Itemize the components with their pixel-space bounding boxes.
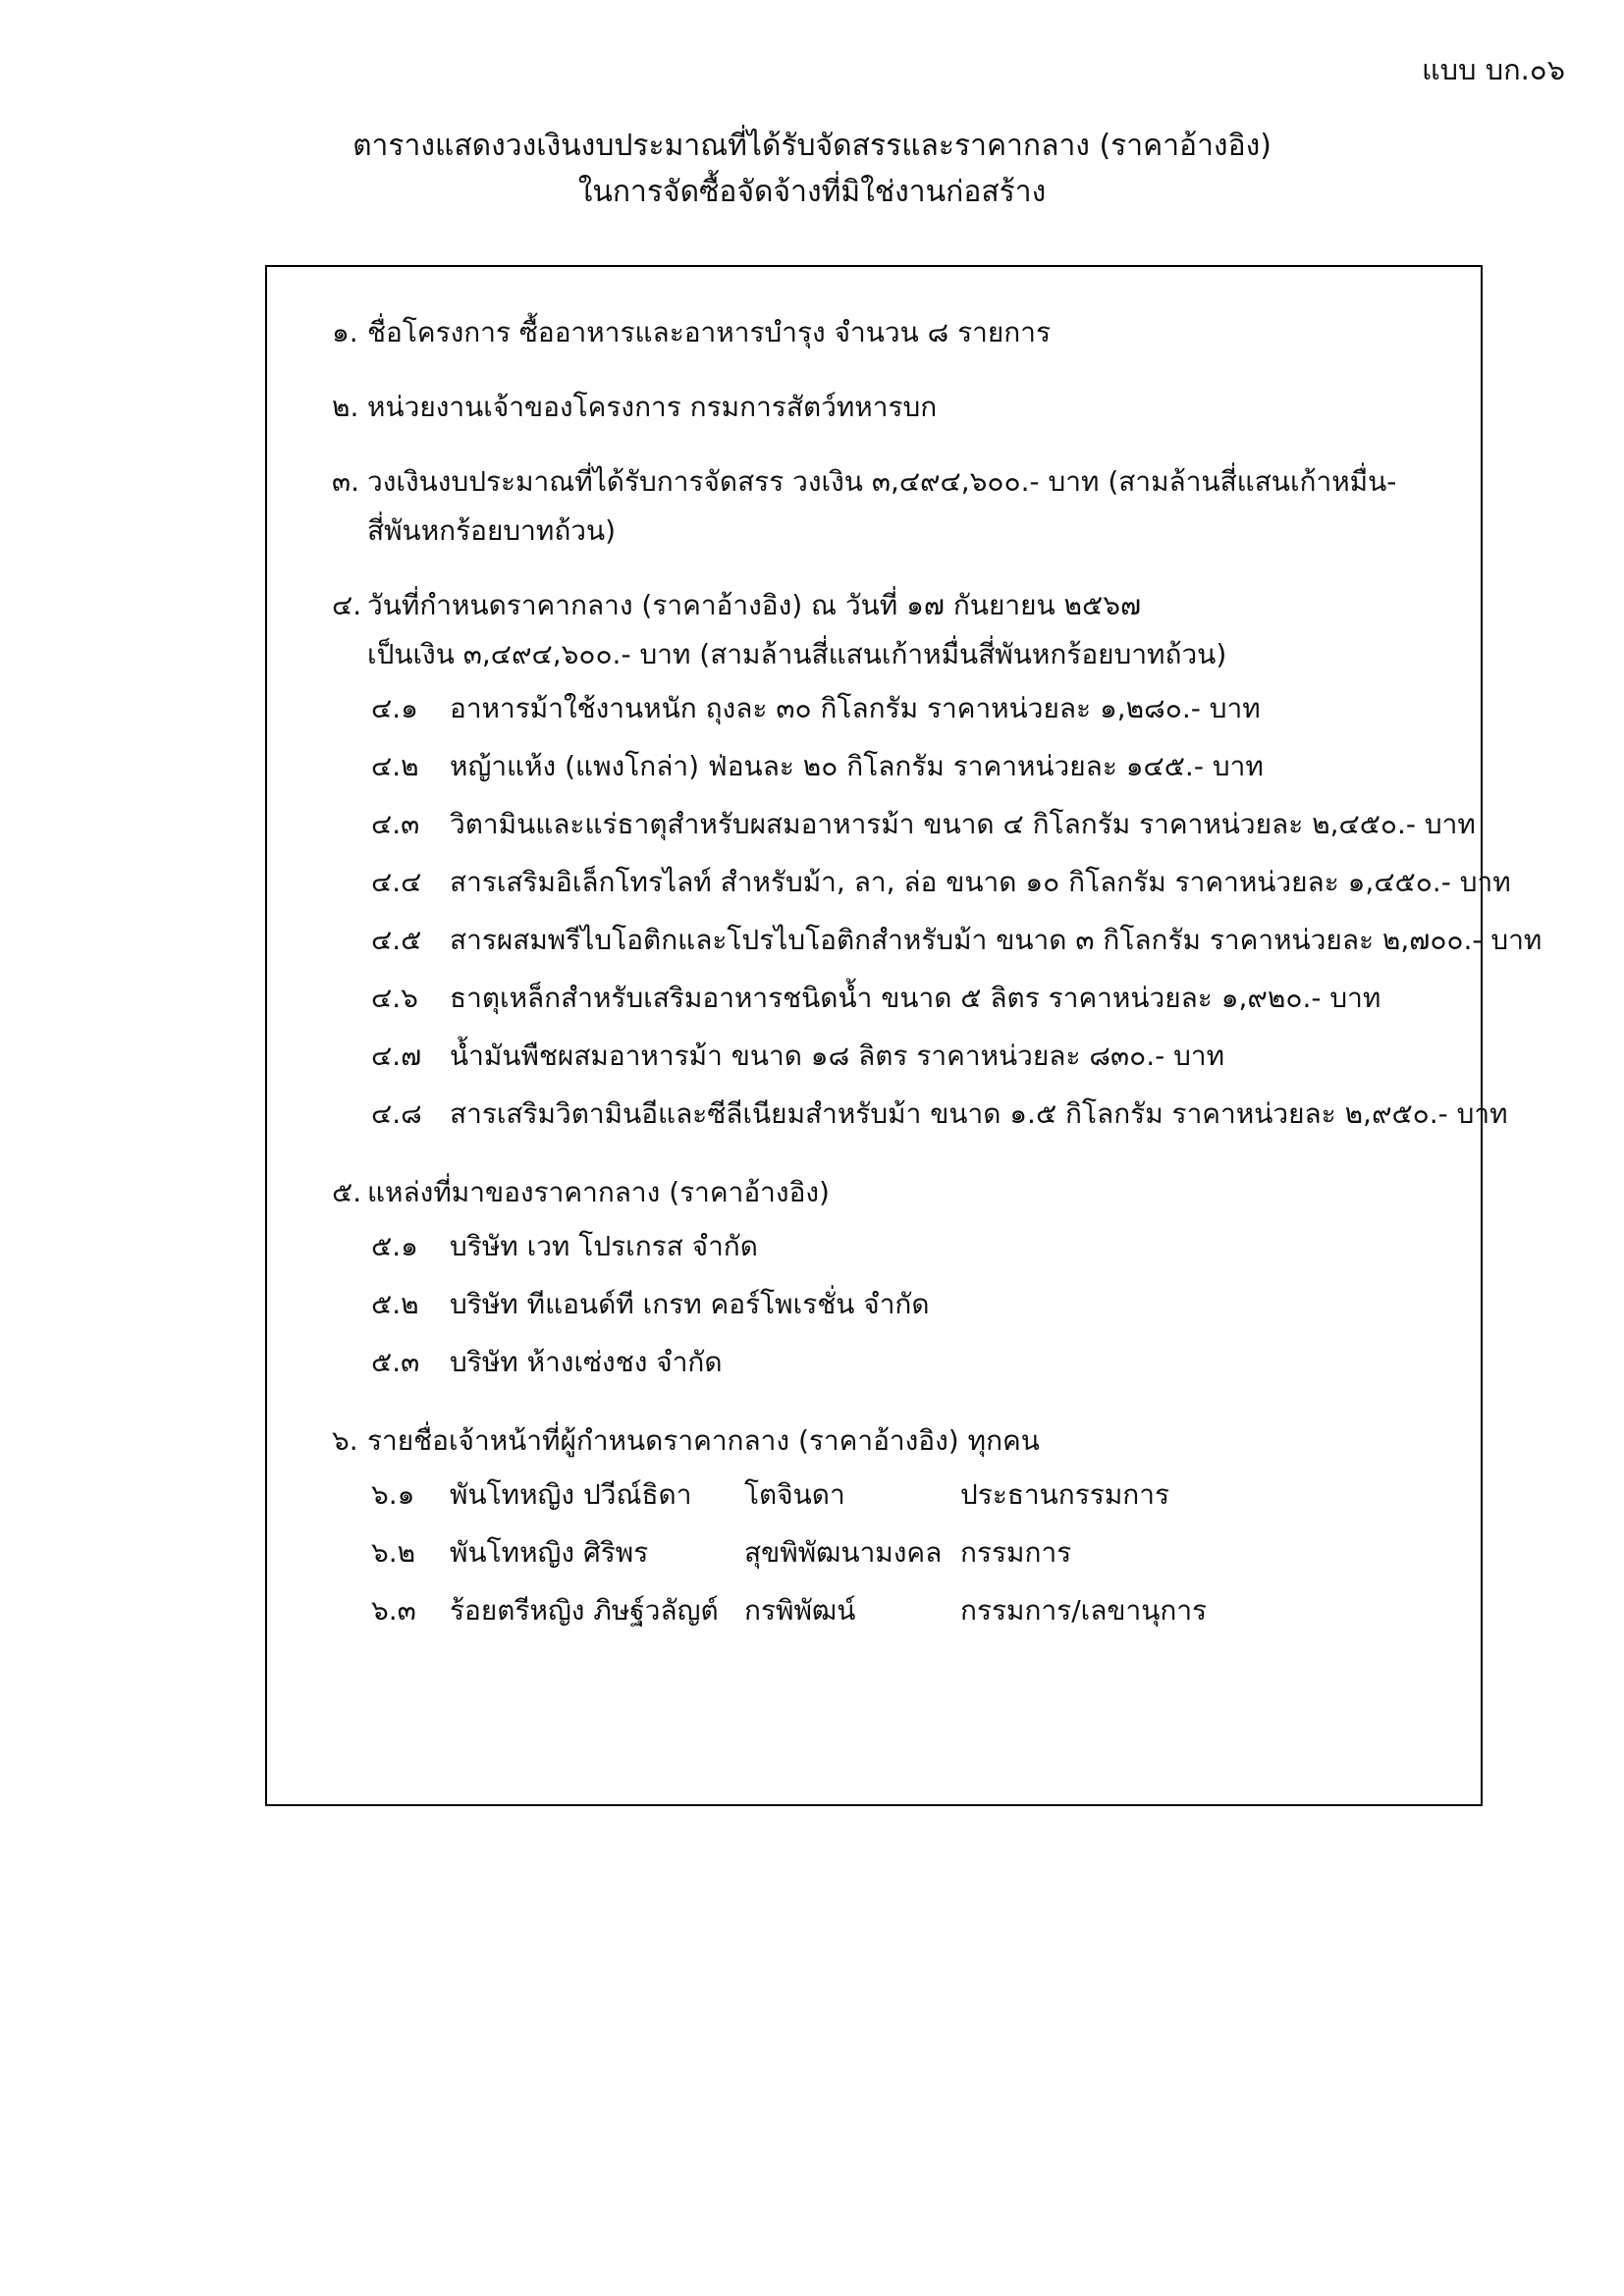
officer-row bbox=[332, 1581, 1481, 1639]
section-4 bbox=[332, 581, 1543, 1143]
item-number: ๔.๖ bbox=[371, 982, 418, 1014]
officer-surname: โตจินดา bbox=[744, 1478, 845, 1511]
content bbox=[332, 308, 1543, 1639]
item-number: ๔.๓ bbox=[371, 808, 420, 840]
officer-row bbox=[332, 1466, 1481, 1523]
price-item bbox=[332, 969, 1481, 1027]
section-number: ๒. bbox=[332, 391, 359, 423]
section-text: รายชื่อเจ้าหน้าที่ผู้กำหนดราคากลาง (ราคาอ้างอิง) ทุกคน bbox=[367, 1424, 1040, 1457]
section-number: ๓. bbox=[332, 465, 360, 498]
source-item bbox=[332, 1333, 1481, 1391]
item-text: หญ้าแห้ง (แพงโกล่า) ฟ่อนละ ๒๐ กิโลกรัม ราคาหน่วยละ ๑๔๕.- บาท bbox=[450, 750, 1264, 782]
item-text: บริษัท ห้างเซ่งชง จำกัด bbox=[450, 1346, 723, 1378]
section-5 bbox=[332, 1168, 1481, 1391]
source-item bbox=[332, 1275, 1481, 1333]
officer-name: พันโทหญิง ปวีณ์ธิดา bbox=[450, 1478, 692, 1511]
item-text: บริษัท ทีแอนด์ที เกรท คอร์โพเรชั่น จำกัด bbox=[450, 1288, 930, 1320]
section-text-continued: สี่พันหกร้อยบาทถ้วน) bbox=[367, 514, 617, 547]
price-item bbox=[332, 795, 1481, 853]
price-item-list bbox=[332, 679, 1543, 1143]
officer-surname: สุขพิพัฒนามงคล bbox=[744, 1536, 943, 1569]
item-number: ๔.๔ bbox=[371, 866, 422, 898]
price-item bbox=[332, 1027, 1481, 1085]
item-number: ๖.๑ bbox=[371, 1478, 415, 1511]
item-number: ๔.๑ bbox=[371, 692, 418, 724]
source-list bbox=[332, 1217, 1481, 1391]
section-2 bbox=[332, 383, 1481, 432]
item-number: ๔.๒ bbox=[371, 750, 419, 782]
document-title bbox=[0, 124, 1624, 215]
item-number: ๔.๗ bbox=[371, 1040, 422, 1072]
officer-row bbox=[332, 1523, 1481, 1581]
item-number: ๖.๓ bbox=[371, 1594, 416, 1627]
item-text: ธาตุเหล็กสำหรับเสริมอาหารชนิดน้ำ ขนาด ๕ ลิตร ราคาหน่วยละ ๑,๙๒๐.- บาท bbox=[450, 982, 1381, 1014]
item-number: ๕.๑ bbox=[371, 1230, 418, 1262]
item-text: น้ำมันพืชผสมอาหารม้า ขนาด ๑๘ ลิตร ราคาหน่วยละ ๘๓๐.- บาท bbox=[450, 1040, 1225, 1072]
source-item bbox=[332, 1217, 1481, 1275]
price-item bbox=[332, 911, 1543, 969]
section-number: ๔. bbox=[332, 589, 362, 621]
section-3 bbox=[332, 457, 1481, 556]
item-text: อาหารม้าใช้งานหนัก ถุงละ ๓๐ กิโลกรัม ราคาหน่วยละ ๑,๒๘๐.- บาท bbox=[450, 692, 1261, 724]
officer-role: กรรมการ/เลขานุการ bbox=[960, 1594, 1208, 1627]
section-text: วันที่กำหนดราคากลาง (ราคาอ้างอิง) ณ วันที่ ๑๗ กันยายน ๒๕๖๗ bbox=[367, 589, 1142, 621]
price-item bbox=[332, 1085, 1508, 1143]
section-text: ชื่อโครงการ ซื้ออาหารและอาหารบำรุง จำนวน ๘ รายการ bbox=[367, 316, 1052, 348]
item-number: ๕.๓ bbox=[371, 1346, 420, 1378]
item-text: บริษัท เวท โปรเกรส จำกัด bbox=[450, 1230, 758, 1262]
section-number: ๑. bbox=[332, 316, 358, 348]
officer-list bbox=[332, 1466, 1481, 1639]
section-number: ๖. bbox=[332, 1424, 358, 1457]
title-line-1: ตารางแสดงวงเงินงบประมาณที่ได้รับจัดสรรและราคากลาง (ราคาอ้างอิง) bbox=[352, 129, 1272, 163]
item-text: สารเสริมอิเล็กโทรไลท์ สำหรับม้า, ลา, ล่อ ขนาด ๑๐ กิโลกรัม ราคาหน่วยละ ๑,๔๕๐.- บาท bbox=[450, 866, 1511, 898]
officer-name: พันโทหญิง ศิริพร bbox=[450, 1536, 649, 1569]
title-line-2: ในการจัดซื้อจัดจ้างที่มิใช่งานก่อสร้าง bbox=[577, 174, 1047, 209]
section-text: วงเงินงบประมาณที่ได้รับการจัดสรร วงเงิน ๓,๔๙๔,๖๐๐.- บาท (สามล้านสี่แสนเก้าหมื่น- bbox=[367, 465, 1397, 498]
item-text: สารผสมพรีไบโอติกและโปรไบโอติกสำหรับม้า ขนาด ๓ กิโลกรัม ราคาหน่วยละ ๒,๗๐๐.- บาท bbox=[450, 924, 1543, 956]
content-box bbox=[265, 265, 1543, 1806]
section-text-continued: เป็นเงิน ๓,๔๙๔,๖๐๐.- บาท (สามล้านสี่แสนเก้าหมื่นสี่พันหกร้อยบาทถ้วน) bbox=[367, 638, 1227, 670]
officer-surname: กรพิพัฒน์ bbox=[744, 1594, 856, 1627]
item-number: ๕.๒ bbox=[371, 1288, 419, 1320]
price-item bbox=[332, 737, 1481, 795]
section-number: ๕. bbox=[332, 1176, 362, 1208]
section-1 bbox=[332, 308, 1481, 357]
section-text: หน่วยงานเจ้าของโครงการ กรมการสัตว์ทหารบก bbox=[367, 391, 938, 423]
section-6 bbox=[332, 1416, 1481, 1639]
officer-role: ประธานกรรมการ bbox=[960, 1478, 1170, 1511]
officer-name: ร้อยตรีหญิง ภิษฐ์วลัญต์ bbox=[450, 1594, 719, 1627]
item-number: ๔.๕ bbox=[371, 924, 422, 956]
item-number: ๔.๘ bbox=[371, 1097, 422, 1130]
item-number: ๖.๒ bbox=[371, 1536, 416, 1569]
form-code: แบบ บก.๐๖ bbox=[1421, 53, 1565, 86]
price-item bbox=[332, 679, 1481, 737]
price-item bbox=[332, 853, 1511, 911]
item-text: สารเสริมวิตามินอีและซีลีเนียมสำหรับม้า ขนาด ๑.๕ กิโลกรัม ราคาหน่วยละ ๒,๙๕๐.- บาท bbox=[450, 1097, 1508, 1130]
section-text: แหล่งที่มาของราคากลาง (ราคาอ้างอิง) bbox=[367, 1176, 830, 1208]
officer-role: กรรมการ bbox=[960, 1536, 1072, 1569]
item-text: วิตามินและแร่ธาตุสำหรับผสมอาหารม้า ขนาด ๔ กิโลกรัม ราคาหน่วยละ ๒,๔๕๐.- บาท bbox=[450, 808, 1476, 840]
